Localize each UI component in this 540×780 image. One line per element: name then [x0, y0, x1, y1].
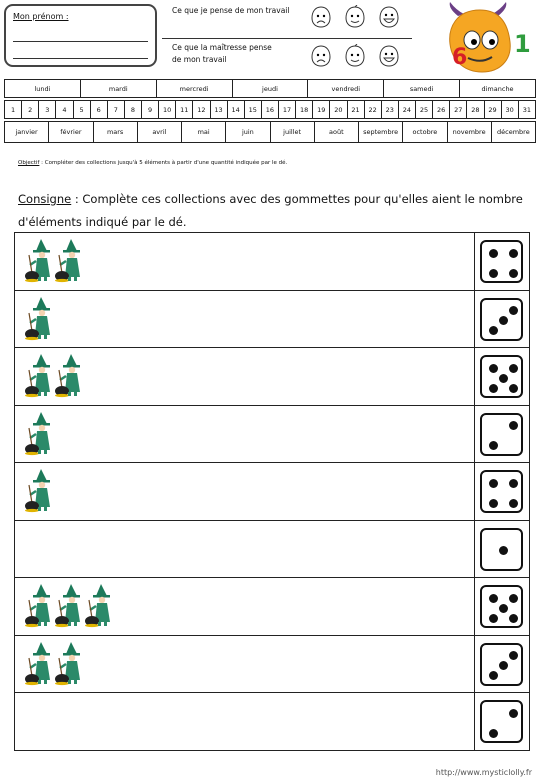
self-faces: [310, 5, 400, 29]
day-number-cell[interactable]: 13: [210, 101, 227, 119]
witch-collection[interactable]: [25, 295, 55, 341]
die-pip: [499, 604, 508, 613]
day-number-cell[interactable]: 9: [142, 101, 159, 119]
witch-icon: [55, 640, 85, 686]
die-pip: [509, 479, 518, 488]
monster-icon: [436, 2, 536, 76]
weekday-table: [4, 79, 536, 98]
month-cell[interactable]: octobre: [403, 122, 447, 143]
die-pip: [489, 614, 498, 623]
die-5: [480, 355, 523, 398]
month-table: [4, 121, 536, 143]
die-2: [480, 700, 523, 743]
day-number-cell[interactable]: 20: [330, 101, 347, 119]
day-number-cell[interactable]: 24: [398, 101, 415, 119]
day-number-cell[interactable]: 1: [5, 101, 22, 119]
instruction-label: Consigne: [18, 192, 72, 206]
sad-face-icon[interactable]: [310, 44, 332, 68]
day-number-cell[interactable]: 17: [279, 101, 296, 119]
row-divider: [474, 348, 475, 405]
witch-collection[interactable]: [25, 410, 55, 456]
day-number-cell[interactable]: 4: [56, 101, 73, 119]
die-pip: [499, 661, 508, 670]
objective: [18, 160, 287, 166]
witch-icon: [25, 352, 55, 398]
die-pip: [509, 306, 518, 315]
day-number-cell[interactable]: 5: [73, 101, 90, 119]
weekday-cell[interactable]: jeudi: [232, 80, 308, 98]
month-cell[interactable]: avril: [137, 122, 181, 143]
day-number-cell[interactable]: 2: [22, 101, 39, 119]
die-pip: [509, 614, 518, 623]
neutral-face-icon[interactable]: [344, 44, 366, 68]
day-number-cell[interactable]: 6: [90, 101, 107, 119]
day-number-cell[interactable]: 15: [244, 101, 261, 119]
day-number-cell[interactable]: 12: [193, 101, 210, 119]
instruction-text: : Complète ces collections avec des gommettes pour qu'elles aient le nombre d'éléments indiqué par le dé.: [18, 192, 523, 229]
mascot-digit-1: 1: [514, 30, 531, 58]
exercise-row[interactable]: [14, 290, 530, 349]
row-divider: [474, 693, 475, 750]
row-divider: [474, 463, 475, 520]
die-pip: [489, 384, 498, 393]
day-number-cell[interactable]: 26: [433, 101, 450, 119]
die-5: [480, 585, 523, 628]
instruction: [18, 188, 528, 234]
exercise-row[interactable]: [14, 520, 530, 579]
exercise-row[interactable]: [14, 347, 530, 406]
self-assessment-label: Ce que je pense de mon travail: [172, 6, 290, 15]
exercise-row[interactable]: [14, 405, 530, 464]
witch-icon: [55, 237, 85, 283]
exercise-row[interactable]: [14, 577, 530, 636]
day-number-cell[interactable]: 11: [176, 101, 193, 119]
day-number-cell[interactable]: 25: [416, 101, 433, 119]
day-number-cell[interactable]: 18: [296, 101, 313, 119]
witch-icon: [25, 467, 55, 513]
day-number-cell[interactable]: 8: [124, 101, 141, 119]
happy-face-icon[interactable]: [378, 5, 400, 29]
objective-text: : Compléter des collections jusqu'à 5 éléments à partir d'une quantité indiquée par le dé.: [39, 160, 288, 166]
die-pip: [509, 651, 518, 660]
name-label: Mon prénom :: [13, 12, 69, 21]
witch-icon: [55, 582, 85, 628]
day-number-cell[interactable]: 23: [381, 101, 398, 119]
die-pip: [509, 269, 518, 278]
month-cell[interactable]: janvier: [5, 122, 49, 143]
row-divider: [474, 291, 475, 348]
month-cell[interactable]: février: [49, 122, 93, 143]
weekday-cell[interactable]: mardi: [80, 80, 156, 98]
day-number-cell[interactable]: 22: [364, 101, 381, 119]
die-pip: [509, 594, 518, 603]
name-line-1[interactable]: [13, 41, 148, 42]
die-pip: [499, 546, 508, 555]
month-cell[interactable]: septembre: [359, 122, 403, 143]
neutral-face-icon[interactable]: [344, 5, 366, 29]
witch-collection[interactable]: [25, 582, 115, 628]
exercise-row[interactable]: [14, 462, 530, 521]
objective-label: Objectif: [18, 160, 40, 166]
die-pip: [509, 249, 518, 258]
die-2: [480, 413, 523, 456]
month-cell[interactable]: mars: [93, 122, 137, 143]
teacher-faces: [310, 44, 400, 68]
die-pip: [489, 479, 498, 488]
witch-icon: [25, 410, 55, 456]
die-pip: [509, 499, 518, 508]
weekday-cell[interactable]: lundi: [5, 80, 81, 98]
month-cell[interactable]: juillet: [270, 122, 314, 143]
day-number-cell[interactable]: 21: [347, 101, 364, 119]
die-pip: [489, 671, 498, 680]
witch-icon: [25, 295, 55, 341]
sad-face-icon[interactable]: [310, 5, 332, 29]
monster-mascot: [436, 2, 536, 76]
day-number-cell[interactable]: 7: [107, 101, 124, 119]
die-pip: [489, 249, 498, 258]
die-3: [480, 298, 523, 341]
day-number-cell[interactable]: 16: [261, 101, 278, 119]
die-1: [480, 528, 523, 571]
witch-collection[interactable]: [25, 467, 55, 513]
die-pip: [509, 384, 518, 393]
month-cell[interactable]: août: [314, 122, 358, 143]
die-pip: [489, 269, 498, 278]
row-divider: [474, 521, 475, 578]
day-number-table: [4, 100, 536, 119]
footer-url: http://www.mysticlolly.fr: [435, 768, 532, 777]
die-4: [480, 470, 523, 513]
die-3: [480, 643, 523, 686]
name-line-2[interactable]: [13, 58, 148, 59]
day-number-cell[interactable]: 29: [484, 101, 501, 119]
die-pip: [499, 316, 508, 325]
happy-face-icon[interactable]: [378, 44, 400, 68]
die-pip: [489, 364, 498, 373]
name-box: [4, 4, 157, 67]
die-pip: [489, 729, 498, 738]
weekday-cell[interactable]: dimanche: [460, 80, 536, 98]
mascot-digit-6: 6: [452, 45, 468, 70]
exercise-row[interactable]: [14, 692, 530, 751]
day-number-cell[interactable]: 10: [159, 101, 176, 119]
day-number-cell[interactable]: 14: [227, 101, 244, 119]
row-divider: [474, 578, 475, 635]
day-number-cell[interactable]: 31: [518, 101, 535, 119]
witch-icon: [55, 352, 85, 398]
die-pip: [499, 374, 508, 383]
exercise-row[interactable]: [14, 635, 530, 694]
witch-icon: [25, 237, 55, 283]
day-number-cell[interactable]: 27: [450, 101, 467, 119]
month-cell[interactable]: décembre: [491, 122, 535, 143]
teacher-assessment-label: Ce que la maîtresse pense de mon travail: [172, 43, 272, 64]
die-4: [480, 240, 523, 283]
die-pip: [509, 364, 518, 373]
die-pip: [509, 421, 518, 430]
divider: [162, 38, 412, 39]
witch-icon: [25, 582, 55, 628]
exercise-row[interactable]: [14, 232, 530, 291]
row-divider: [474, 406, 475, 463]
day-number-cell[interactable]: 19: [313, 101, 330, 119]
weekday-cell[interactable]: vendredi: [308, 80, 384, 98]
die-pip: [489, 594, 498, 603]
month-cell[interactable]: mai: [182, 122, 226, 143]
row-divider: [474, 233, 475, 290]
witch-collection[interactable]: [25, 352, 85, 398]
die-pip: [489, 441, 498, 450]
witch-icon: [85, 582, 115, 628]
day-number-cell[interactable]: 28: [467, 101, 484, 119]
die-pip: [509, 709, 518, 718]
day-number-cell[interactable]: 3: [39, 101, 56, 119]
day-number-cell[interactable]: 30: [501, 101, 518, 119]
weekday-cell[interactable]: mercredi: [156, 80, 232, 98]
month-cell[interactable]: juin: [226, 122, 270, 143]
weekday-cell[interactable]: samedi: [384, 80, 460, 98]
row-divider: [474, 636, 475, 693]
witch-collection[interactable]: [25, 237, 85, 283]
month-cell[interactable]: novembre: [447, 122, 491, 143]
die-pip: [489, 326, 498, 335]
witch-icon: [25, 640, 55, 686]
die-pip: [489, 499, 498, 508]
witch-collection[interactable]: [25, 640, 85, 686]
